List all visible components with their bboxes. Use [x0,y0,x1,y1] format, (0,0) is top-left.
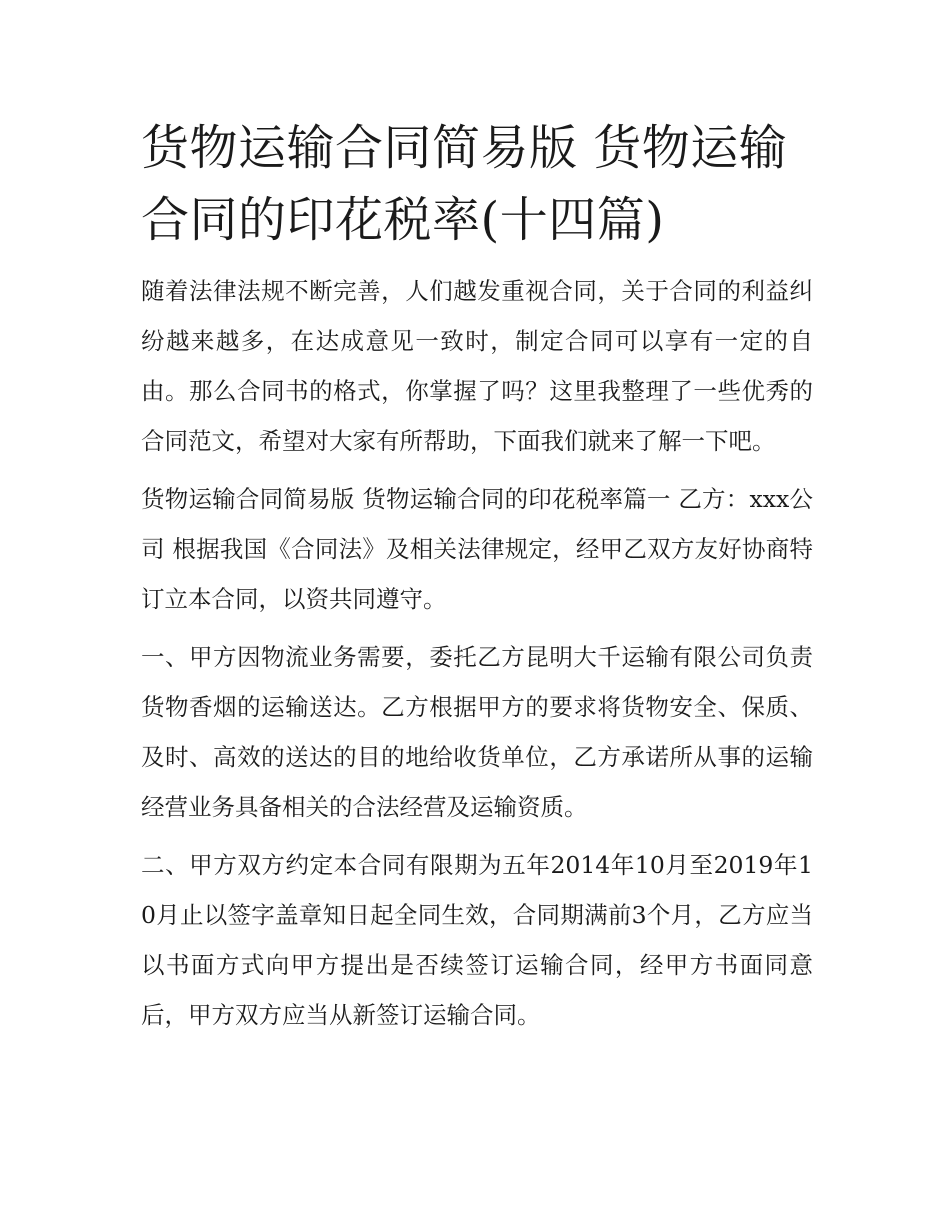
clause-one-paragraph: 一、甲方因物流业务需要，委托乙方昆明大千运输有限公司负责货物香烟的运输送达。乙方根据甲方的要求将货物安全、保质、及时、高效的送达的目的地给收货单位，乙方承诺所从事的运输经营业务具备相关的合法经营及运输资质。 [141,643,813,821]
intro-paragraph: 随着法律法规不断完善，人们越发重视合同，关于合同的利益纠纷越来越多，在达成意见一致时，制定合同可以享有一定的自由。那么合同书的格式，你掌握了吗？这里我整理了一些优秀的合同范文，希望对大家有所帮助，下面我们就来了解一下吧。 [141,277,813,455]
document-page [141,112,813,1048]
contract-parties-paragraph: 货物运输合同简易版 货物运输合同的印花税率篇一 乙方：xxx公司 根据我国《合同法》及相关法律规定，经甲乙双方友好协商特订立本合同，以资共同遵守。 [141,485,813,613]
clause-two-paragraph: 二、甲方双方约定本合同有限期为五年2014年10月至2019年10月止以签字盖章知日起全同生效，合同期满前3个月，乙方应当以书面方式向甲方提出是否续签订运输合同，经甲方书面同意后，甲方双方应当从新签订运输合同。 [141,851,813,1029]
document-title: 货物运输合同简易版 货物运输合同的印花税率(十四篇) [141,120,788,248]
